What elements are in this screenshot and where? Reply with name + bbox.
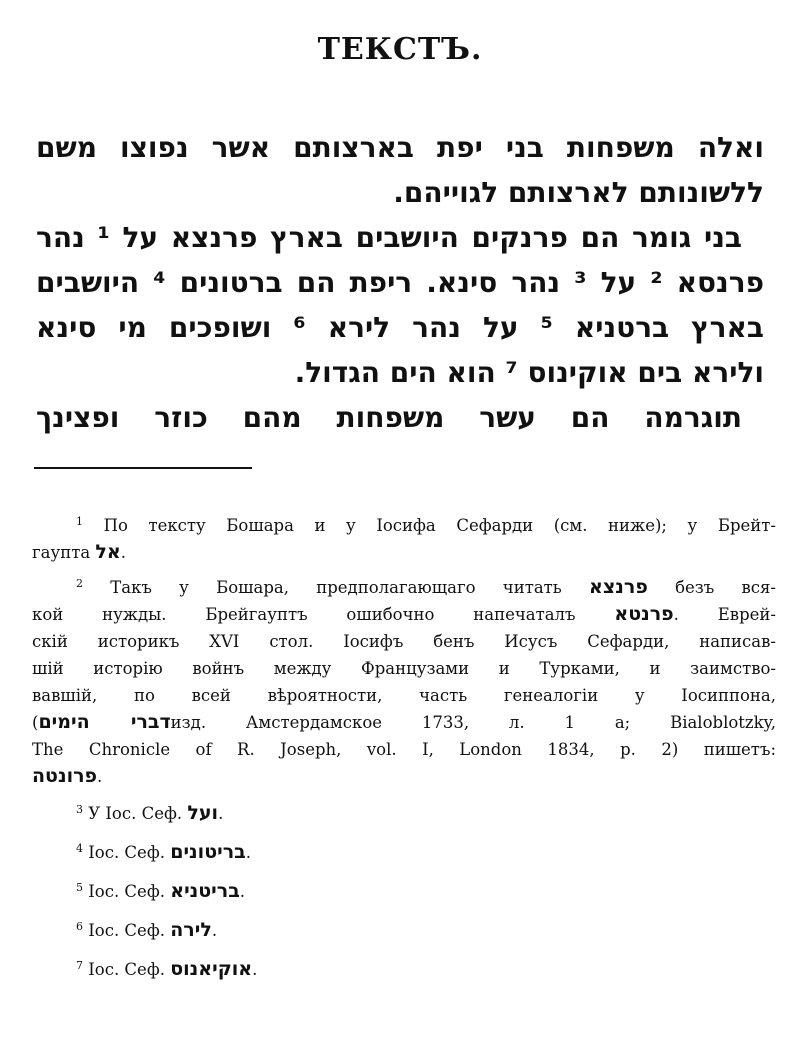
footnote-text: . (245, 843, 251, 862)
hebrew-line: ללשונותם לארצותם לגוייהם. (393, 176, 764, 209)
footnote-text: ( (32, 713, 39, 732)
footnote-text: кой нужды. Брейгауптъ ошибочно напечаталъ (32, 605, 576, 624)
footnote-text: По тексту Бошара и у Іосифа Сефарди (см. ниже); у Брейт- (103, 516, 776, 535)
footnote-text: . (120, 543, 126, 562)
footnote-text: гаупта (32, 543, 91, 562)
page-title: ТЕКСТЪ. (317, 32, 483, 67)
hebrew-word: בריטונים (170, 841, 246, 863)
footnote-text: . (252, 960, 258, 979)
footnote-mark: 7 (76, 959, 83, 972)
footnote-mark: 5 (76, 881, 83, 894)
footnotes (32, 508, 777, 985)
hebrew-line: בני גומר הם פרנקים היושבים בארץ פרנצא על ¹ נהר (36, 221, 742, 254)
footnote-3 (76, 795, 776, 829)
footnote-text: The Chronicle of R. Joseph, vol. I, London 1834, p. 2) пишетъ: (32, 740, 776, 759)
hebrew-line: ולירא בים אוקינוס ⁷ הוא הים הגדול. (294, 356, 764, 389)
footnote-text: безъ вся- (675, 578, 777, 597)
footnote-text: . (218, 804, 224, 823)
footnote-divider (34, 467, 252, 469)
footnote-text: . (97, 767, 103, 786)
footnote-mark: 3 (76, 803, 83, 816)
hebrew-line: ואלה משפחות בני יפת בארצותם אשר נפוצו משם (36, 131, 764, 164)
footnote-mark: 6 (76, 920, 83, 933)
hebrew-line: תוגרמה הם עשר משפחות מהם כוזר ופצינך (36, 401, 742, 434)
footnote-text: шій исторію войнъ между Французами и Турками, и заимство- (32, 659, 776, 678)
footnote-text: У Іос. Сеф. (88, 804, 183, 823)
footnote-text: Іос. Сеф. (88, 843, 165, 862)
hebrew-word: דברי הימים (38, 711, 171, 733)
hebrew-word: אוקיאנוס (170, 958, 253, 980)
footnote-6 (76, 912, 776, 946)
footnote-2 (32, 570, 777, 790)
footnote-text: Такъ у Бошара, предполагающаго читать (110, 578, 562, 597)
footnote-1 (32, 508, 776, 566)
footnote-text: . (239, 882, 246, 901)
hebrew-line: פרנסא ² על ³ נהר סינא. ריפת הם ברטונים ⁴ היושבים (36, 266, 765, 299)
hebrew-word: ועל (187, 802, 219, 824)
footnote-text: Іос. Сеф. (88, 960, 165, 979)
footnote-mark: 4 (76, 842, 83, 855)
hebrew-word: לירה (170, 919, 212, 941)
footnote-text: . (211, 921, 218, 940)
hebrew-line: בארץ ברטניא ⁵ על נהר לירא ⁶ ושופכים מי סינא (36, 311, 764, 344)
footnote-text: Іос. Сеф. (88, 921, 165, 940)
footnote-text: скій историкъ XVI стол. Іосифъ бенъ Исусъ Сефарди, написав- (32, 632, 776, 651)
footnote-mark: 1 (76, 515, 83, 528)
hebrew-word: פרונטה (32, 765, 98, 787)
hebrew-word: בריטניא (170, 880, 240, 902)
footnote-5 (76, 873, 776, 907)
footnote-7 (76, 951, 776, 985)
footnote-text: вавшій, по всей вѣроятности, часть генеалогіи у Іосиппона, (32, 686, 776, 705)
hebrew-text-block (36, 125, 764, 440)
hebrew-word: אל (95, 541, 121, 563)
footnote-mark: 2 (76, 577, 83, 590)
footnote-4 (76, 834, 776, 868)
hebrew-word: פרנטא (614, 603, 674, 625)
footnote-text: изд. Амстердамское 1733, л. 1 a; Bialoblotzky, (170, 713, 776, 732)
footnote-text: Іос. Сеф. (88, 882, 165, 901)
footnote-text: . Еврей- (673, 605, 776, 624)
hebrew-word: פרנצא (589, 576, 648, 598)
